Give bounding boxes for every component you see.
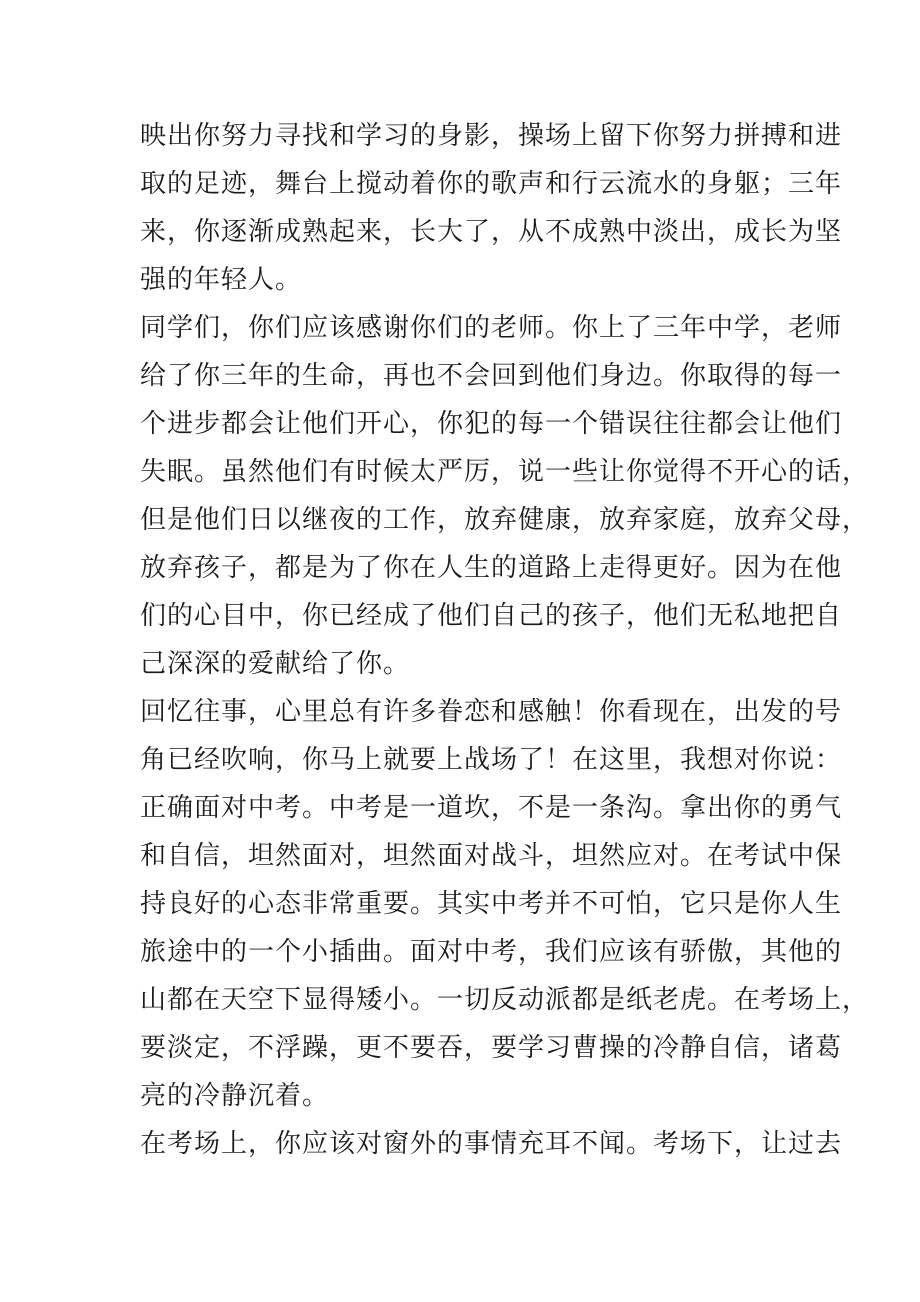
- text-line: 取的足迹，舞台上搅动着你的歌声和行云流水的身躯；三年: [140, 169, 843, 199]
- text-line: 和自信，坦然面对，坦然面对战斗，坦然应对。在考试中保: [140, 841, 843, 871]
- text-line: 旅途中的一个小插曲。面对中考，我们应该有骄傲，其他的: [140, 937, 843, 967]
- text-line: 角已经吹响，你马上就要上战场了！在这里，我想对你说：: [140, 745, 843, 775]
- text-line: 正确面对中考。中考是一道坎，不是一条沟。拿出你的勇气: [140, 793, 843, 823]
- text-line: 持良好的心态非常重要。其实中考并不可怕，它只是你人生: [140, 889, 843, 919]
- paragraph-1: [140, 112, 843, 304]
- text-line: 亮的冷静沉着。: [140, 1081, 330, 1111]
- text-line: 放弃孩子，都是为了你在人生的道路上走得更好。因为在他: [140, 553, 843, 583]
- text-line: 己深深的爱献给了你。: [140, 649, 411, 679]
- text-line: 强的年轻人。: [140, 265, 303, 295]
- text-line: 给了你三年的生命，再也不会回到他们身边。你取得的每一: [140, 361, 843, 391]
- text-line: 回忆往事，心里总有许多眷恋和感触！你看现在，出发的号: [140, 697, 843, 727]
- text-line: 山都在天空下显得矮小。一切反动派都是纸老虎。在考场上，: [140, 985, 870, 1015]
- text-line: 要淡定，不浮躁，更不要吞，要学习曹操的冷静自信，诸葛: [140, 1033, 843, 1063]
- text-line: 失眠。虽然他们有时候太严厉，说一些让你觉得不开心的话，: [140, 457, 870, 487]
- text-line: 个进步都会让他们开心，你犯的每一个错误往往都会让他们: [140, 409, 843, 439]
- paragraph-4: [140, 1120, 843, 1168]
- text-line: 们的心目中，你已经成了他们自己的孩子，他们无私地把自: [140, 601, 843, 631]
- text-line: 映出你努力寻找和学习的身影，操场上留下你努力拼搏和进: [140, 121, 843, 151]
- text-line: 但是他们日以继夜的工作，放弃健康，放弃家庭，放弃父母，: [140, 505, 870, 535]
- text-line: 同学们，你们应该感谢你们的老师。你上了三年中学，老师: [140, 313, 843, 343]
- text-line: 来，你逐渐成熟起来，长大了，从不成熟中淡出，成长为坚: [140, 217, 843, 247]
- paragraph-3: [140, 688, 870, 1120]
- text-line: 在考场上，你应该对窗外的事情充耳不闻。考场下，让过去: [140, 1129, 843, 1159]
- paragraph-2: [140, 304, 870, 688]
- document-body: [140, 112, 870, 1168]
